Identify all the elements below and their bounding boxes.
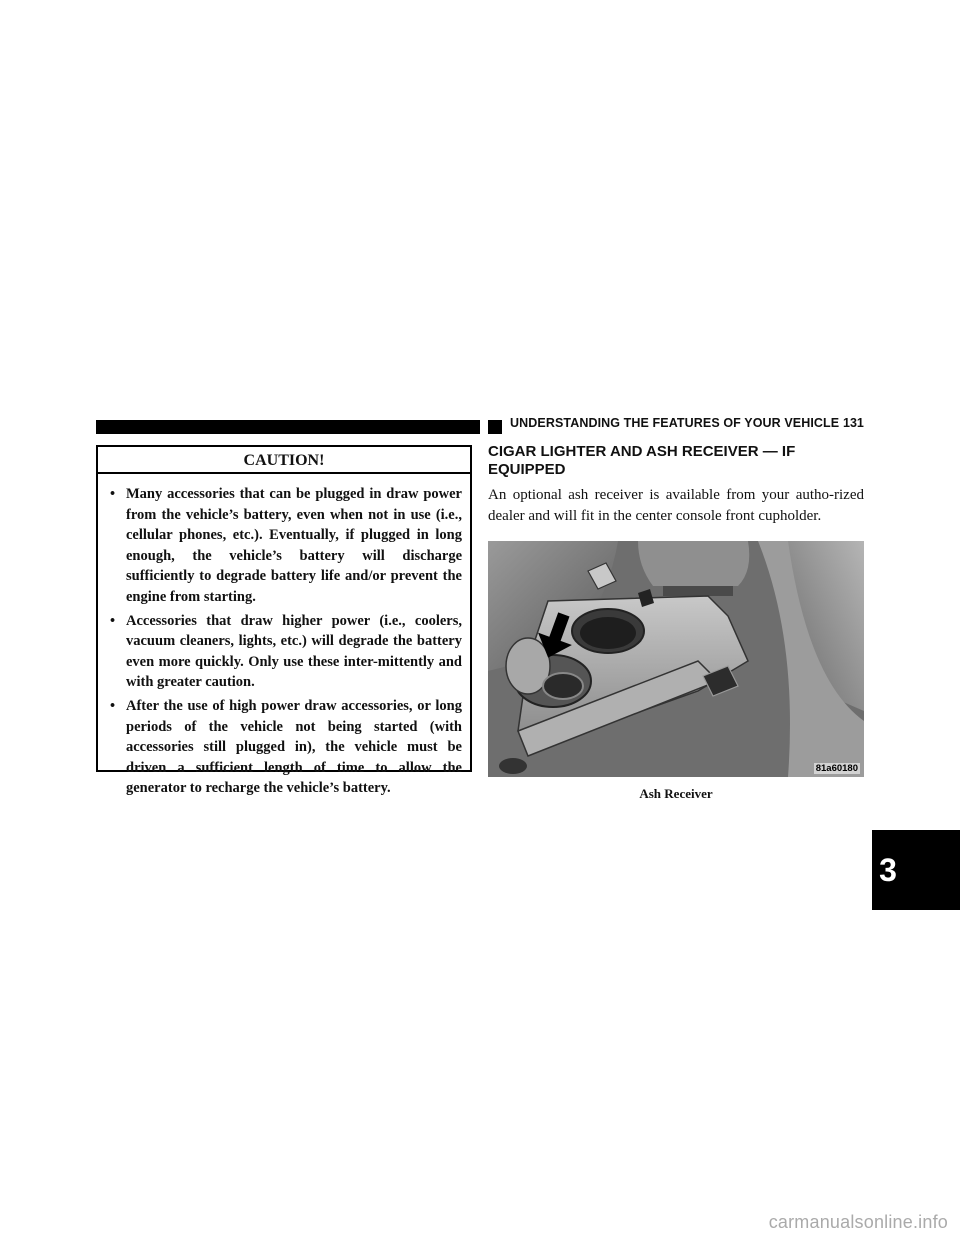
caution-item: [108, 611, 462, 693]
caution-item-text: After the use of high power draw accessories, or long periods of the vehicle not being started (with accessories still plugged in), the vehicle must be driven a sufficient length of time to allow the generator to recharge the vehicle’s battery.: [126, 697, 462, 797]
bullet-icon: •: [110, 697, 116, 714]
bullet-icon: •: [110, 486, 116, 502]
caution-item: [108, 696, 462, 799]
ash-receiver-illustration: [488, 541, 864, 777]
chapter-tab: [872, 830, 960, 910]
chapter-number: 3: [879, 852, 897, 888]
section-heading: CIGAR LIGHTER AND ASH RECEIVER — IF EQUIPPED: [488, 443, 796, 478]
header-marker: [488, 420, 502, 434]
figure-caption: Ash Receiver: [639, 786, 713, 801]
bullet-icon: •: [110, 612, 116, 629]
header-rule: [96, 420, 480, 434]
caution-item-text: Accessories that draw higher power (i.e., coolers, vacuum cleaners, lights, etc.) will degrade the battery even more quickly. Only use these inter-mittently and with greater caution.: [126, 612, 462, 691]
console-drawing: [488, 541, 864, 777]
section-body: An optional ash receiver is available from your autho-rized dealer and will fit in the center console front cupholder.: [488, 487, 864, 524]
caution-list: [98, 474, 470, 799]
figure-code: 81a60180: [815, 763, 858, 774]
caution-title: CAUTION!: [98, 447, 470, 474]
caution-item: [108, 484, 462, 608]
caution-item-text: Many accessories that can be plugged in draw power from the vehicle’s battery, even when not in use (i.e., cellular phones, etc.). Eventually, if plugged in long enough, the vehicle’s battery will discharge sufficiently to degrade battery life and/or prevent the engine from starting.: [126, 486, 462, 605]
page-number: 131: [843, 416, 864, 430]
watermark: carmanualsonline.info: [768, 1212, 948, 1232]
caution-box: [96, 445, 472, 797]
running-header: UNDERSTANDING THE FEATURES OF YOUR VEHICLE: [510, 416, 840, 430]
